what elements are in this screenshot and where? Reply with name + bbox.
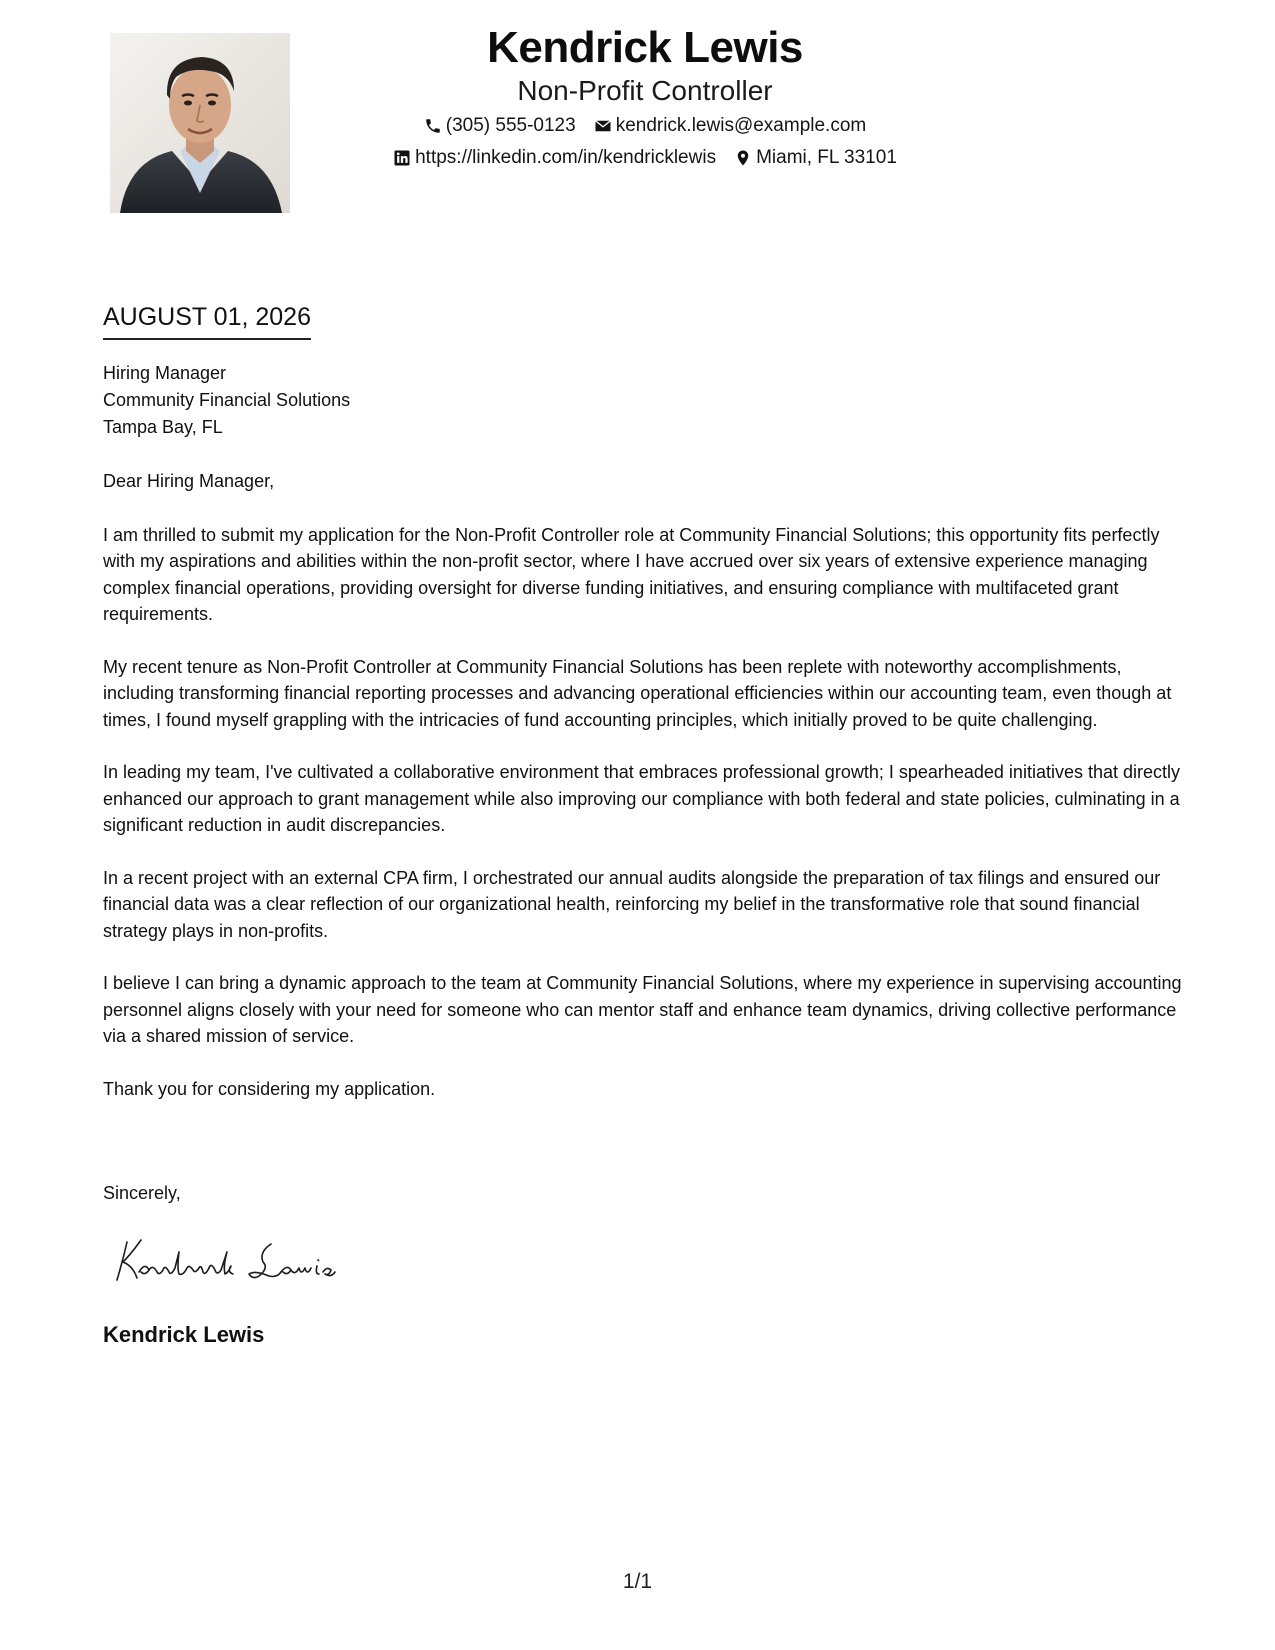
linkedin-icon [393, 149, 411, 167]
recipient-line-2: Community Financial Solutions [103, 390, 351, 410]
page-number: 1/1 [622, 1570, 653, 1593]
profile-photo [110, 33, 290, 213]
letter-body [103, 468, 1183, 1128]
linkedin-text: https://linkedin.com/in/kendricklewis [415, 147, 717, 168]
location-text: Miami, FL 33101 [756, 147, 897, 168]
contact-row-secondary [300, 146, 990, 170]
closing: Sincerely, [103, 1183, 181, 1203]
paragraph-3: In leading my team, I've cultivated a collaborative environment that embraces professional growth; I spearheaded initiatives that directly enhanced our approach to grant management while also improving our compliance with both federal and state policies, culminating in a significant reduction in audit discrepancies. [103, 762, 1181, 835]
contact-row-primary [300, 114, 990, 138]
paragraph-5: I believe I can bring a dynamic approach to the team at Community Financial Solutions, where my experience in supervising accounting personnel aligns closely with your need for someone who can mentor staff and enhance team dynamics, driving collective performance via a shared mission of service. [103, 973, 1182, 1046]
paragraph-6: Thank you for considering my application. [103, 1078, 436, 1099]
letter-date: AUGUST 01, 2026 [103, 302, 311, 340]
recipient-line-1: Hiring Manager [103, 363, 227, 383]
envelope-icon [594, 117, 612, 135]
email-text: kendrick.lewis@example.com [615, 115, 867, 136]
recipient-block [103, 360, 350, 441]
contact-email[interactable] [594, 114, 867, 138]
recipient-line-3: Tampa Bay, FL [103, 417, 223, 437]
contact-linkedin[interactable] [393, 146, 716, 170]
greeting: Dear Hiring Manager, [103, 471, 275, 491]
map-marker-icon [734, 149, 752, 167]
paragraph-2: My recent tenure as Non-Profit Controller at Community Financial Solutions has been replete with noteworthy accomplishments, including transforming financial reporting processes and advancing operational efficiencies within our accounting team, even though at times, I found myself grappling with the intricacies of fund accounting principles, which initially proved to be quite challenging. [103, 656, 1172, 730]
candidate-name: Kendrick Lewis [487, 23, 803, 72]
contact-location [734, 146, 897, 170]
candidate-title: Non-Profit Controller [517, 75, 773, 106]
paragraph-1: I am thrilled to submit my application for the Non-Profit Controller role at Community Financial Solutions; this opportunity fits perfectly with my aspirations and abilities within the non-profit sector, where I have accrued over six years of extensive experience managing complex financial operations, providing oversight for diverse funding initiatives, and ensuring compliance with multifaceted grant requirements. [103, 524, 1160, 624]
handwritten-signature [113, 1232, 353, 1288]
paragraph-4: In a recent project with an external CPA firm, I orchestrated our annual audits alongside the preparation of tax filings and ensured our financial data was a clear reflection of our organizational health, reinforcing my belief in the transformative role that sound financial strategy plays in non-profits. [103, 867, 1161, 941]
header [300, 22, 990, 170]
phone-text: (305) 555-0123 [445, 115, 576, 136]
phone-icon [424, 117, 442, 135]
contact-phone[interactable] [424, 114, 576, 138]
signer-name: Kendrick Lewis [103, 1322, 265, 1347]
